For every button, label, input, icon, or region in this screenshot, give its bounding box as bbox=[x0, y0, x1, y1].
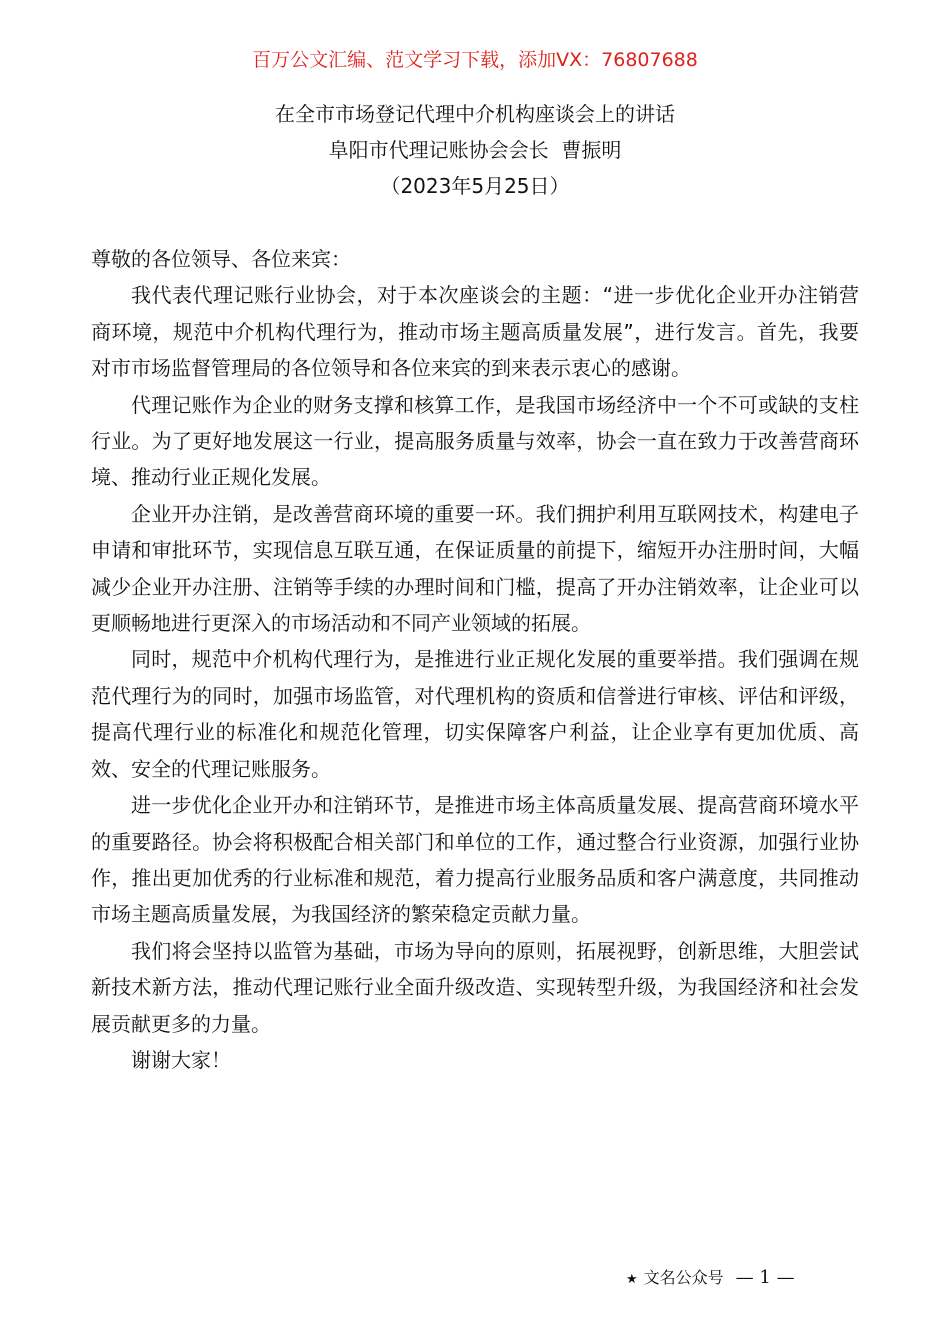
paragraph: 我代表代理记账行业协会，对于本次座谈会的主题：“进一步优化企业开办注销营商环境，规范中介机构代理行为，推动市场主题高质量发展”，进行发言。首先，我要对市市场监督管理局的各位领导和各位来宾的到来表示衷心的感谢。 bbox=[91, 283, 859, 381]
paragraph: 我们将会坚持以监管为基础，市场为导向的原则，拓展视野，创新思维，大胆尝试新技术新方法，推动代理记账行业全面升级改造、实现转型升级，为我国经济和社会发展贡献更多的力量。 bbox=[91, 938, 859, 1036]
speech-date: （2023年5月25日） bbox=[380, 174, 570, 198]
paragraph: 企业开办注销，是改善营商环境的重要一环。我们拥护利用互联网技术，构建电子申请和审批环节，实现信息互联互通，在保证质量的前提下，缩短开办注册时间，大幅减少企业开办注册、注销等手续的办理时间和门槛，提高了开办注销效率，让企业可以更顺畅地进行更深入的市场活动和不同产业领域的拓展。 bbox=[91, 501, 859, 636]
speech-title: 在全市市场登记代理中介机构座谈会上的讲话 bbox=[275, 102, 675, 126]
paragraph: 进一步优化企业开办和注销环节，是推进市场主体高质量发展、提高营商环境水平的重要路径。协会将积极配合相关部门和单位的工作，通过整合行业资源，加强行业协作，推出更加优秀的行业标准和规范，着力提高行业服务品质和客户满意度，共同推动市场主题高质量发展，为我国经济的繁荣稳定贡献力量。 bbox=[91, 793, 859, 927]
footer-label: 文名公众号 bbox=[643, 1268, 724, 1287]
title-block bbox=[0, 96, 950, 204]
speaker-line: 阜阳市代理记账协会会长 曹振明 bbox=[328, 138, 622, 162]
paragraph: 同时，规范中介机构代理行为，是推进行业正规化发展的重要举措。我们强调在规范代理行为的同时，加强市场监管，对代理机构的资质和信誉进行审核、评估和评级，提高代理行业的标准化和规范化管理，切实保障客户利益，让企业享有更加优质、高效、安全的代理记账服务。 bbox=[91, 647, 859, 781]
page-footer bbox=[626, 1265, 795, 1293]
paragraph: 代理记账作为企业的财务支撑和核算工作，是我国市场经济中一个不可或缺的支柱行业。为了更好地发展这一行业，提高服务质量与效率，协会一直在致力于改善营商环境、推动行业正规化发展。 bbox=[91, 392, 859, 490]
speech-body bbox=[91, 241, 859, 1078]
salutation: 尊敬的各位领导、各位来宾： bbox=[91, 247, 351, 271]
closing-line: 谢谢大家！ bbox=[131, 1047, 231, 1072]
promo-banner: 百万公文汇编、范文学习下载，添加VX：76807688 bbox=[252, 49, 698, 71]
page-number: — 1 — bbox=[735, 1267, 795, 1288]
star-icon: ★ bbox=[626, 1272, 638, 1287]
